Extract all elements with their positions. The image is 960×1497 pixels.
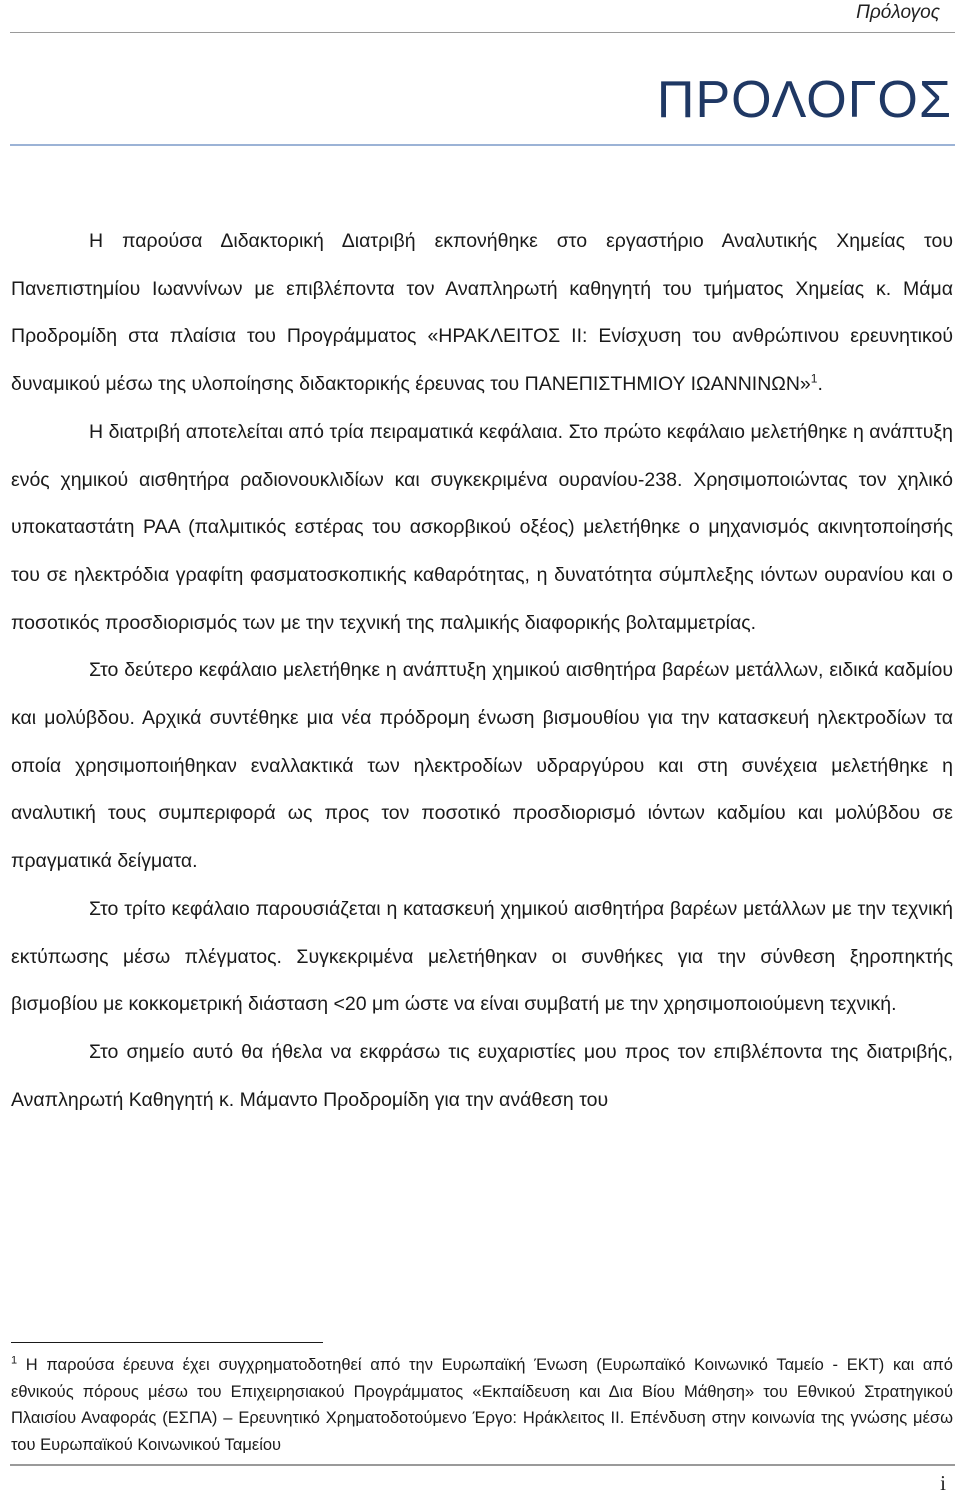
paragraph-4: Στο τρίτο κεφάλαιο παρουσιάζεται η κατασκευή χημικού αισθητήρα βαρέων μετάλλων με την τεχνική εκτύπωσης μέσω πλέγματος. Συγκεκριμένα μελετήθηκαν οι συνθήκες για την σύνθεση ξηροπηκτής βισμοβίου με κοκκομετρική διάσταση <20 μm ώστε να είναι συμβατή με την χρησιμοποιούμενη τεχνική. xyxy=(11,897,953,1016)
running-header: Πρόλογος xyxy=(856,2,940,23)
footnote-marker: 1 xyxy=(11,1354,18,1367)
title-rule xyxy=(10,144,955,146)
body-text xyxy=(11,218,953,1124)
footnote-reference[interactable]: 1 xyxy=(810,371,818,386)
footnote xyxy=(11,1352,953,1458)
header-rule xyxy=(10,32,955,33)
paragraph-2: Η διατριβή αποτελείται από τρία πειραματικά κεφάλαια. Στο πρώτο κεφάλαιο μελετήθηκε η ανάπτυξη ενός χημικού αισθητήρα ραδιονουκλιδίων και συγκεκριμένα ουρανίου-238. Χρησιμοποιώντας τον χηλικό υποκαταστάτη PAA (παλμιτικός εστέρας του ασκορβικού οξέος) μελετήθηκε ο μηχανισμός ακινητοποίησής του σε ηλεκτρόδια γραφίτη φασματοσκοπικής καθαρότητας, η δυνατότητα σύμπλεξης ιόντων ουρανίου και ο ποσοτικός προσδιορισμός των με την τεχνική της παλμικής διαφορικής βολταμμετρίας. xyxy=(11,420,953,634)
paragraph-3: Στο δεύτερο κεφάλαιο μελετήθηκε η ανάπτυξη χημικού αισθητήρα βαρέων μετάλλων, ειδικά καδμίου και μολύβδου. Αρχικά συντέθηκε μια νέα πρόδρομη ένωση βισμουθίου για την κατασκευή ηλεκτροδίων τα οποία χρησιμοποιήθηκαν εναλλακτικά των ηλεκτροδίων υδραργύρου και στη συνέχεια μελετήθηκε η αναλυτική τους συμπεριφορά ως προς τον ποσοτικό προσδιορισμό ιόντων καδμίου και μολύβδου σε πραγματικά δείγματα. xyxy=(11,659,953,873)
page-title: ΠΡΟΛΟΓΟΣ xyxy=(656,71,952,129)
paragraph-1-end: . xyxy=(817,373,823,396)
paragraph-5: Στο σημείο αυτό θα ήθελα να εκφράσω τις ευχαριστίες μου προς τον επιβλέποντα της διατριβής, Αναπληρωτή Καθηγητή κ. Μάμαντο Προδρομίδη για την ανάθεση του xyxy=(11,1040,953,1111)
footnote-separator xyxy=(11,1342,323,1343)
paragraph-1 xyxy=(11,218,953,409)
footnote-text: Η παρούσα έρευνα έχει συγχρηματοδοτηθεί από την Ευρωπαϊκή Ένωση (Ευρωπαϊκό Κοινωνικό Ταμείο - ΕΚΤ) και από εθνικούς πόρους μέσω του Επιχειρησιακού Προγράμματος «Εκπαίδευση και Δια Βίου Μάθηση» του Εθνικού Στρατηγικού Πλαισίου Αναφοράς (ΕΣΠΑ) – Ερευνητικό Χρηματοδοτούμενο Έργο: Ηράκλειτος ΙΙ. Επένδυση στην κοινωνία της γνώσης μέσω του Ευρωπαϊκού Κοινωνικού Ταμείου xyxy=(11,1356,953,1454)
page-number: i xyxy=(940,1471,946,1495)
paragraph-1-text: Η παρούσα Διδακτορική Διατριβή εκπονήθηκε στο εργαστήριο Αναλυτικής Χημείας του Πανεπιστημίου Ιωαννίνων με επιβλέποντα τον Αναπληρωτή καθηγητή του τμήματος Χημείας κ. Μάμα Προδρομίδη στα πλαίσια του Προγράμματος «ΗΡΑΚΛΕΙΤΟΣ ΙΙ: Ενίσχυση του ανθρώπινου ερευνητικού δυναμικού μέσω της υλοποίησης διδακτορικής έρευνας του ΠΑΝΕΠΙΣΤΗΜΙΟΥ ΙΩΑΝΝΙΝΩΝ» xyxy=(11,230,953,396)
footer-rule xyxy=(10,1464,955,1466)
